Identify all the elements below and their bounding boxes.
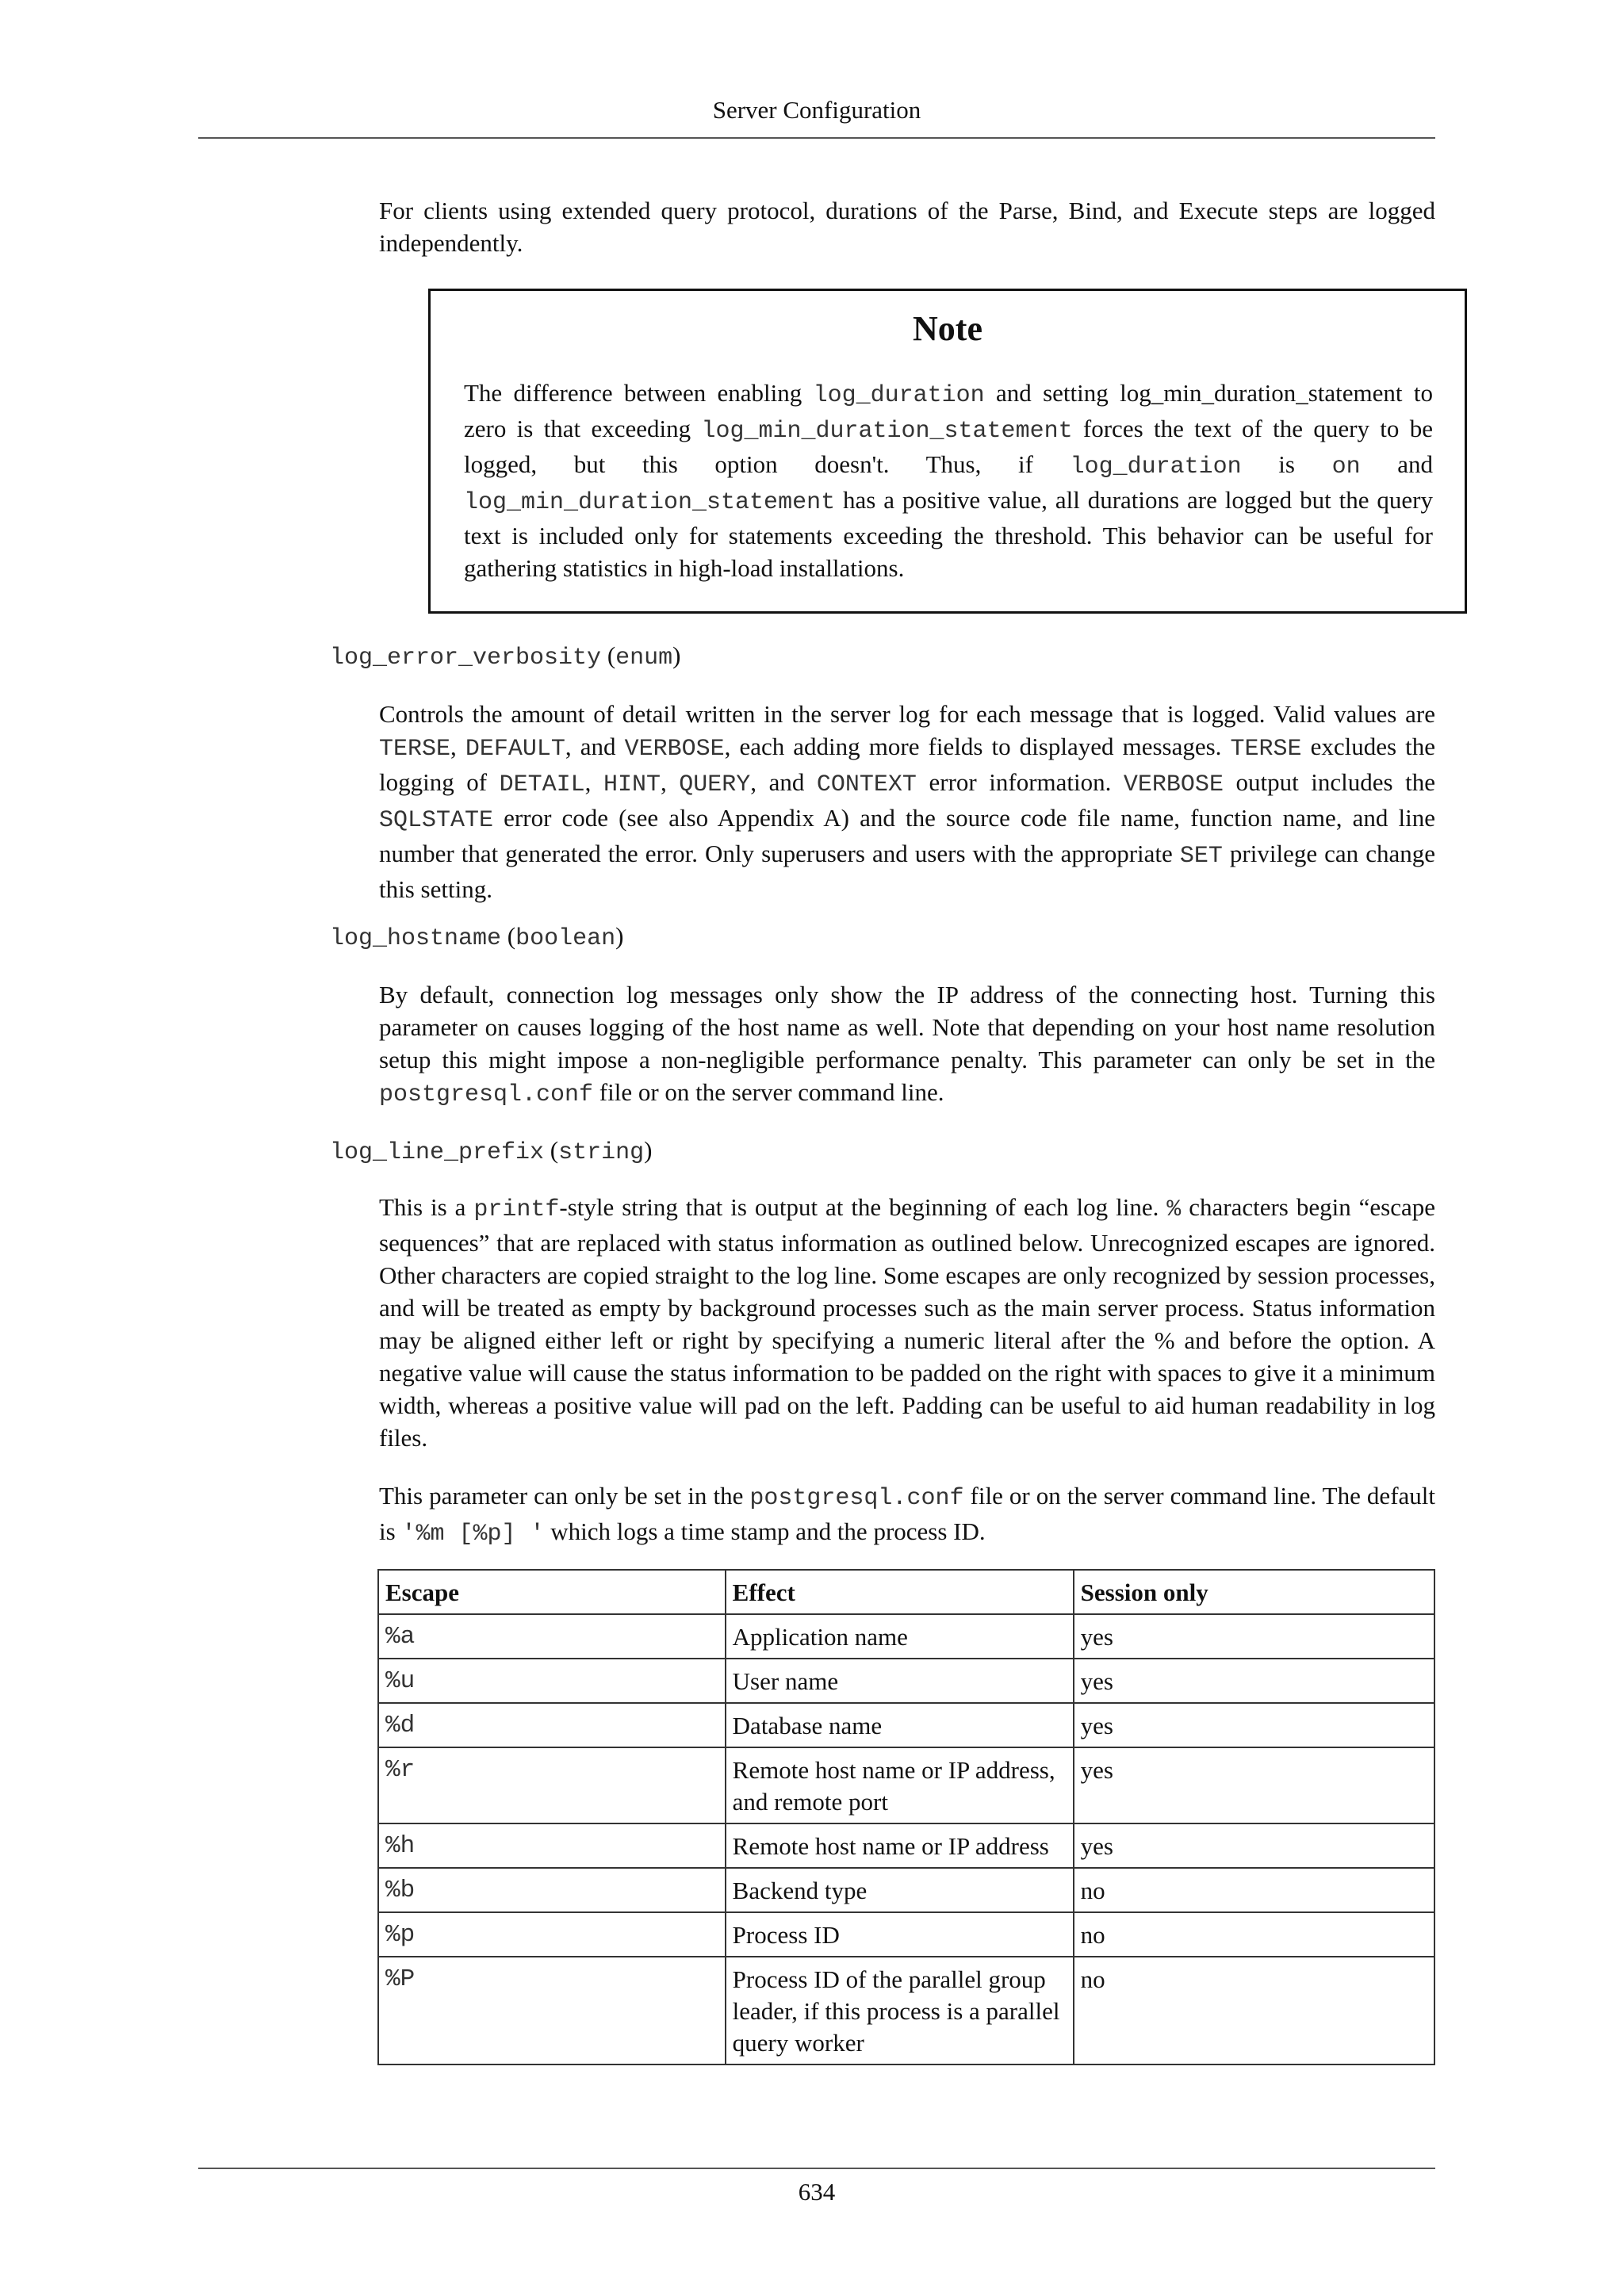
note-body: The difference between enabling log_duration and setting log_min_duration_statement to zero is that exceeding log_min_duration_statement forces the text of the query to be logged, but this option doesn't. Thus, if log_duration is on and log_min_duration_statement has a positive value, all durations are logged but the query text is included only for statements exceeding the threshold. This behavior can be useful for gathering statistics in high-load installations. xyxy=(464,379,1433,582)
note-title: Note xyxy=(913,309,982,348)
param-type: string xyxy=(558,1139,645,1166)
table-row xyxy=(378,1957,1434,2064)
header-rule xyxy=(198,137,1435,139)
effect-cell: Remote host name or IP address xyxy=(726,1823,1074,1868)
table-row xyxy=(378,1912,1434,1957)
table-row xyxy=(378,1868,1434,1912)
escape-cell: %a xyxy=(378,1614,726,1659)
intro-paragraph: For clients using extended query protocol, durations of the Parse, Bind, and Execute steps are logged independently. xyxy=(379,197,1435,257)
escape-cell: %b xyxy=(378,1868,726,1912)
session-only-cell: yes xyxy=(1074,1747,1434,1823)
session-only-cell: no xyxy=(1074,1868,1434,1912)
session-only-cell: no xyxy=(1074,1912,1434,1957)
escape-cell: %P xyxy=(378,1957,726,2064)
param-name: log_line_prefix xyxy=(330,1139,545,1166)
table-row xyxy=(378,1614,1434,1659)
effect-cell: User name xyxy=(726,1659,1074,1703)
term-log-line-prefix: log_line_prefix (string) xyxy=(330,1136,653,1166)
column-header-escape: Escape xyxy=(378,1570,726,1614)
table-row xyxy=(378,1703,1434,1747)
term-log-hostname: log_hostname (boolean) xyxy=(330,922,624,952)
effect-cell: Database name xyxy=(726,1703,1074,1747)
escape-cell: %r xyxy=(378,1747,726,1823)
effect-cell: Process ID xyxy=(726,1912,1074,1957)
param-type: boolean xyxy=(515,925,616,952)
table-row xyxy=(378,1659,1434,1703)
param-name: log_error_verbosity xyxy=(330,645,602,672)
term-log-error-verbosity: log_error_verbosity (enum) xyxy=(330,641,681,672)
note-box xyxy=(428,289,1467,614)
column-header-session-only: Session only xyxy=(1074,1570,1434,1614)
effect-cell: Application name xyxy=(726,1614,1074,1659)
param-name: log_hostname xyxy=(330,925,502,952)
table-header-row xyxy=(378,1570,1434,1614)
escape-table xyxy=(377,1569,1435,2065)
running-header: Server Configuration xyxy=(712,96,921,124)
escape-cell: %u xyxy=(378,1659,726,1703)
effect-cell: Process ID of the parallel group leader, if this process is a parallel query worker xyxy=(726,1957,1074,2064)
effect-cell: Backend type xyxy=(726,1868,1074,1912)
log-hostname-description: By default, connection log messages only show the IP address of the connecting host. Turning this parameter on causes logging of the host name as well. Note that depending on your host name resolution setup this might impose a non-negligible performance penalty. This parameter can only be set in the postgresql.conf file or on the server command line. xyxy=(379,981,1435,1108)
session-only-cell: yes xyxy=(1074,1823,1434,1868)
table-row xyxy=(378,1747,1434,1823)
session-only-cell: yes xyxy=(1074,1659,1434,1703)
log-error-verbosity-description: Controls the amount of detail written in the server log for each message that is logged. Valid values are TERSE, DEFAULT, and VERBOSE, each adding more fields to displayed messages. TERSE excludes the logging of DETAIL, HINT, QUERY, and CONTEXT error information. VERBOSE output includes the SQLSTATE error code (see also Appendix A) and the source code file name, function name, and line number that generated the error. Only superusers and users with the appropriate SET privilege can change this setting. xyxy=(379,700,1436,903)
log-line-prefix-default: This parameter can only be set in the postgresql.conf file or on the server command line. The default is '%m [%p] ' which logs a time stamp and the process ID. xyxy=(379,1482,1435,1548)
footer-rule xyxy=(198,2168,1435,2169)
session-only-cell: yes xyxy=(1074,1614,1434,1659)
effect-cell: Remote host name or IP address, and remote port xyxy=(726,1747,1074,1823)
table-row xyxy=(378,1823,1434,1868)
log-line-prefix-description: This is a printf-style string that is output at the beginning of each log line. % characters begin “escape sequences” that are replaced with status information as outlined below. Unrecognized escapes are ignored. Other characters are copied straight to the log line. Some escapes are only recognized by session processes, and will be treated as empty by background processes such as the main server process. Status information may be aligned either left or right by specifying a numeric literal after the % and before the option. A negative value will cause the status information to be padded on the right with spaces to give it a minimum width, whereas a positive value will pad on the left. Padding can be useful to aid human readability in log files. xyxy=(379,1193,1435,1452)
param-type: enum xyxy=(615,645,673,672)
column-header-effect: Effect xyxy=(726,1570,1074,1614)
escape-cell: %p xyxy=(378,1912,726,1957)
escape-cell: %h xyxy=(378,1823,726,1868)
escape-cell: %d xyxy=(378,1703,726,1747)
page-number: 634 xyxy=(798,2178,836,2206)
session-only-cell: yes xyxy=(1074,1703,1434,1747)
session-only-cell: no xyxy=(1074,1957,1434,2064)
